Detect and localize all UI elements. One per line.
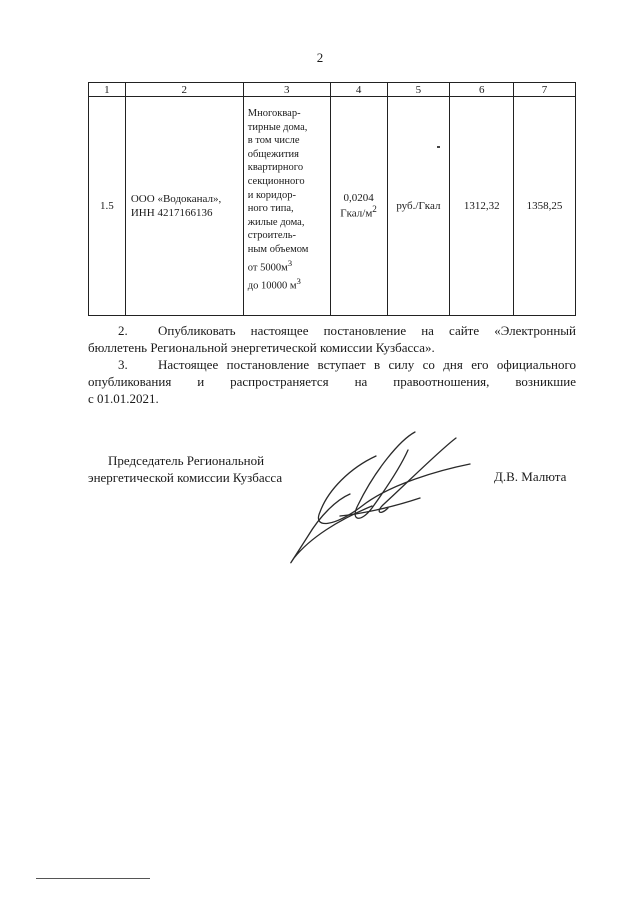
category-line: ного типа, bbox=[247, 203, 294, 215]
table-row bbox=[89, 97, 576, 316]
norm-cell bbox=[330, 97, 387, 316]
footer-divider bbox=[36, 878, 150, 879]
tariff-value-2: 1358,25 bbox=[514, 97, 576, 316]
item-3-line-3: с 01.01.2021. bbox=[88, 391, 159, 406]
item-2-paragraph bbox=[88, 322, 576, 356]
item-3-paragraph bbox=[88, 356, 576, 407]
item-3-line-1: 3. Настоящее постановление вступает в силу со дня его официального bbox=[118, 357, 576, 372]
category-line: тирные дома, bbox=[247, 121, 308, 133]
item-3-line-2: опубликования и распространяется на правоотношения, возникшие bbox=[88, 374, 576, 389]
organization-inn: ИНН 4217166136 bbox=[130, 207, 213, 219]
category-volume-from: от $5000м^3$ bbox=[247, 257, 293, 274]
category-line: общежития bbox=[247, 148, 299, 160]
category-line: секционного bbox=[247, 175, 305, 187]
header-col-2: 2 bbox=[125, 83, 243, 97]
category-line: и коридор- bbox=[247, 189, 297, 201]
norm-value: 0,0204 bbox=[343, 192, 374, 205]
category-line: Многоквар- bbox=[247, 108, 301, 119]
organization-name: ООО «Водоканал», bbox=[130, 193, 222, 205]
unit-cell: руб./Гкал bbox=[387, 97, 450, 316]
category-line: жилые дома, bbox=[247, 216, 305, 228]
header-col-1: 1 bbox=[89, 83, 126, 97]
tariff-value-1: 1312,32 bbox=[450, 97, 514, 316]
item-2-number: 2. bbox=[118, 323, 128, 338]
item-2-line-2: бюллетень Региональной энергетической комиссии Кузбасса». bbox=[88, 340, 435, 355]
category-volume-to: до 10000 $м^3$ bbox=[247, 275, 301, 292]
item-3-number: 3. bbox=[118, 357, 128, 372]
row-number: 1.5 bbox=[89, 97, 126, 316]
signatory-title-line-2: энергетической комиссии Кузбасса bbox=[88, 470, 283, 485]
tariff-table bbox=[88, 82, 576, 316]
organization-cell bbox=[125, 97, 243, 316]
header-col-3: 3 bbox=[243, 83, 330, 97]
category-line: строитель- bbox=[247, 230, 297, 242]
category-line: в том числе bbox=[247, 135, 300, 147]
scan-speck bbox=[437, 146, 440, 148]
item-2-line-1: 2. Опубликовать настоящее постановление на сайте «Электронный bbox=[118, 323, 576, 338]
table-header-row bbox=[89, 83, 576, 97]
category-line: ным объемом bbox=[247, 243, 309, 255]
header-col-6: 6 bbox=[450, 83, 514, 97]
norm-unit: Гкал/$м^2$ bbox=[340, 204, 377, 220]
signatory-title-line-1: Председатель Региональной bbox=[108, 453, 265, 468]
page-number: 2 bbox=[316, 50, 324, 65]
signatory-name: Д.В. Малюта bbox=[494, 469, 567, 484]
handwritten-signature bbox=[280, 420, 480, 580]
category-line: квартирного bbox=[247, 162, 304, 174]
header-col-5: 5 bbox=[387, 83, 450, 97]
header-col-4: 4 bbox=[330, 83, 387, 97]
header-col-7: 7 bbox=[514, 83, 576, 97]
consumer-category-cell bbox=[243, 97, 330, 316]
signatory-title bbox=[88, 452, 282, 486]
